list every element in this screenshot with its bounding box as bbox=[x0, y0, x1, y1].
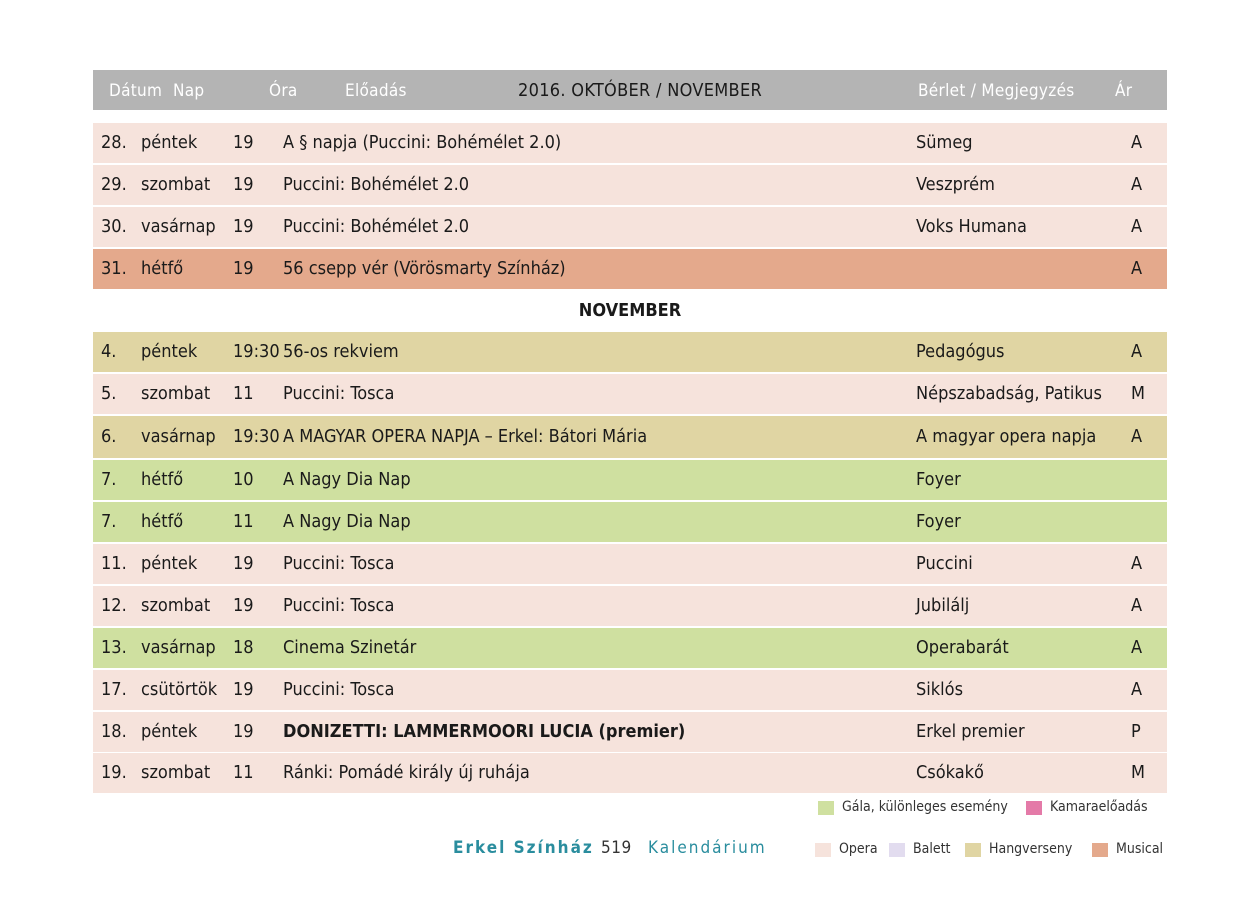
row-note: Jubilálj bbox=[916, 595, 970, 616]
row-day: szombat bbox=[141, 174, 211, 195]
row-note: Voks Humana bbox=[916, 216, 1027, 237]
row-time: 11 bbox=[233, 762, 254, 783]
chamber-swatch bbox=[1026, 801, 1042, 815]
row-price: A bbox=[1131, 216, 1143, 237]
row-title: DONIZETTI: LAMMERMOORI LUCIA (premier) bbox=[283, 721, 686, 742]
row-note: Népszabadság, Patikus bbox=[916, 383, 1102, 404]
day-column-header: Nap bbox=[173, 81, 205, 101]
table-row bbox=[93, 544, 1167, 584]
row-time: 11 bbox=[233, 511, 254, 532]
row-price: A bbox=[1131, 637, 1143, 658]
row-day: hétfő bbox=[141, 469, 184, 490]
table-row bbox=[93, 165, 1167, 205]
row-time: 19 bbox=[233, 174, 254, 195]
row-title: Puccini: Tosca bbox=[283, 383, 395, 404]
page-number: 519 bbox=[601, 838, 632, 858]
row-day: vasárnap bbox=[141, 216, 216, 237]
row-date: 17. bbox=[101, 679, 127, 700]
row-day: szombat bbox=[141, 595, 211, 616]
row-note: Foyer bbox=[916, 469, 961, 490]
date-column-header: Dátum bbox=[109, 81, 163, 101]
table-row bbox=[93, 712, 1167, 752]
row-time: 19 bbox=[233, 679, 254, 700]
legend-label: Opera bbox=[839, 841, 878, 857]
ballet-swatch bbox=[889, 843, 905, 857]
legend-label: Balett bbox=[913, 841, 951, 857]
row-day: szombat bbox=[141, 383, 211, 404]
row-date: 28. bbox=[101, 132, 127, 153]
row-time: 19 bbox=[233, 132, 254, 153]
legend-label: Musical bbox=[1116, 841, 1164, 857]
row-title: A Nagy Dia Nap bbox=[283, 469, 411, 490]
row-time: 10 bbox=[233, 469, 254, 490]
row-time: 18 bbox=[233, 637, 254, 658]
page-title: 2016. OKTÓBER / NOVEMBER bbox=[518, 80, 763, 101]
row-note: Csókakő bbox=[916, 762, 984, 783]
table-row bbox=[93, 249, 1167, 289]
row-time: 19 bbox=[233, 595, 254, 616]
row-title: Puccini: Bohémélet 2.0 bbox=[283, 174, 470, 195]
table-header bbox=[93, 70, 1167, 110]
row-day: péntek bbox=[141, 721, 198, 742]
row-time: 19 bbox=[233, 216, 254, 237]
row-date: 7. bbox=[101, 511, 117, 532]
row-date: 31. bbox=[101, 258, 127, 279]
row-date: 18. bbox=[101, 721, 127, 742]
row-day: péntek bbox=[141, 132, 198, 153]
footer-theatre-name: Erkel Színház bbox=[453, 838, 594, 858]
row-title: Puccini: Bohémélet 2.0 bbox=[283, 216, 470, 237]
row-date: 12. bbox=[101, 595, 127, 616]
row-day: péntek bbox=[141, 553, 198, 574]
row-price: A bbox=[1131, 174, 1143, 195]
row-time: 19 bbox=[233, 721, 254, 742]
row-note: Sümeg bbox=[916, 132, 973, 153]
row-title: A § napja (Puccini: Bohémélet 2.0) bbox=[283, 132, 562, 153]
price-column-header: Ár bbox=[1115, 81, 1133, 101]
row-date: 13. bbox=[101, 637, 127, 658]
row-note: Foyer bbox=[916, 511, 961, 532]
row-date: 5. bbox=[101, 383, 117, 404]
table-row bbox=[93, 502, 1167, 542]
concert-swatch bbox=[965, 843, 981, 857]
row-day: hétfő bbox=[141, 511, 184, 532]
row-title: 56-os rekviem bbox=[283, 341, 399, 362]
row-day: hétfő bbox=[141, 258, 184, 279]
row-note: Erkel premier bbox=[916, 721, 1025, 742]
row-title: Puccini: Tosca bbox=[283, 553, 395, 574]
row-date: 29. bbox=[101, 174, 127, 195]
row-price: A bbox=[1131, 553, 1143, 574]
musical-swatch bbox=[1092, 843, 1108, 857]
row-title: 56 csepp vér (Vörösmarty Színház) bbox=[283, 258, 566, 279]
row-title: Puccini: Tosca bbox=[283, 595, 395, 616]
row-time: 19 bbox=[233, 258, 254, 279]
row-title: Ránki: Pomádé király új ruhája bbox=[283, 762, 530, 783]
row-date: 6. bbox=[101, 426, 117, 447]
row-note: Operabarát bbox=[916, 637, 1009, 658]
row-time: 11 bbox=[233, 383, 254, 404]
row-price: A bbox=[1131, 426, 1143, 447]
row-date: 4. bbox=[101, 341, 117, 362]
table-row bbox=[93, 586, 1167, 626]
month-label: NOVEMBER bbox=[578, 300, 682, 321]
row-time: 19:30 bbox=[233, 341, 280, 362]
row-day: szombat bbox=[141, 762, 211, 783]
time-column-header: Óra bbox=[269, 81, 298, 101]
show-column-header: Előadás bbox=[345, 81, 407, 101]
subscription-column-header: Bérlet / Megjegyzés bbox=[918, 81, 1075, 101]
row-date: 7. bbox=[101, 469, 117, 490]
row-day: csütörtök bbox=[141, 679, 218, 700]
row-title: Puccini: Tosca bbox=[283, 679, 395, 700]
footer-section-name: Kalendárium bbox=[648, 838, 767, 858]
row-price: A bbox=[1131, 679, 1143, 700]
row-time: 19 bbox=[233, 553, 254, 574]
table-row bbox=[93, 416, 1167, 458]
opera-swatch bbox=[815, 843, 831, 857]
table-row bbox=[93, 123, 1167, 163]
row-day: péntek bbox=[141, 341, 198, 362]
row-price: A bbox=[1131, 132, 1143, 153]
row-note: Pedagógus bbox=[916, 341, 1005, 362]
row-price: M bbox=[1131, 383, 1145, 404]
table-row bbox=[93, 332, 1167, 372]
row-title: A Nagy Dia Nap bbox=[283, 511, 411, 532]
table-row bbox=[93, 460, 1167, 500]
row-price: A bbox=[1131, 595, 1143, 616]
row-price: A bbox=[1131, 341, 1143, 362]
table-row bbox=[93, 207, 1167, 247]
row-note: Siklós bbox=[916, 679, 964, 700]
row-date: 11. bbox=[101, 553, 127, 574]
legend-label: Hangverseny bbox=[989, 841, 1073, 857]
row-price: P bbox=[1131, 721, 1141, 742]
row-price: A bbox=[1131, 258, 1143, 279]
gala-swatch bbox=[818, 801, 834, 815]
table-row bbox=[93, 628, 1167, 668]
table-row bbox=[93, 374, 1167, 414]
table-row bbox=[93, 670, 1167, 710]
row-date: 30. bbox=[101, 216, 127, 237]
row-note: Veszprém bbox=[916, 174, 995, 195]
row-note: A magyar opera napja bbox=[916, 426, 1097, 447]
row-price: M bbox=[1131, 762, 1145, 783]
table-row bbox=[93, 753, 1167, 793]
row-date: 19. bbox=[101, 762, 127, 783]
row-title: A MAGYAR OPERA NAPJA – Erkel: Bátori Mária bbox=[283, 426, 648, 447]
row-time: 19:30 bbox=[233, 426, 280, 447]
row-title: Cinema Szinetár bbox=[283, 637, 417, 658]
legend-label: Gála, különleges esemény bbox=[842, 799, 1008, 815]
row-note: Puccini bbox=[916, 553, 973, 574]
row-day: vasárnap bbox=[141, 637, 216, 658]
row-day: vasárnap bbox=[141, 426, 216, 447]
legend-label: Kamaraelőadás bbox=[1050, 799, 1148, 815]
